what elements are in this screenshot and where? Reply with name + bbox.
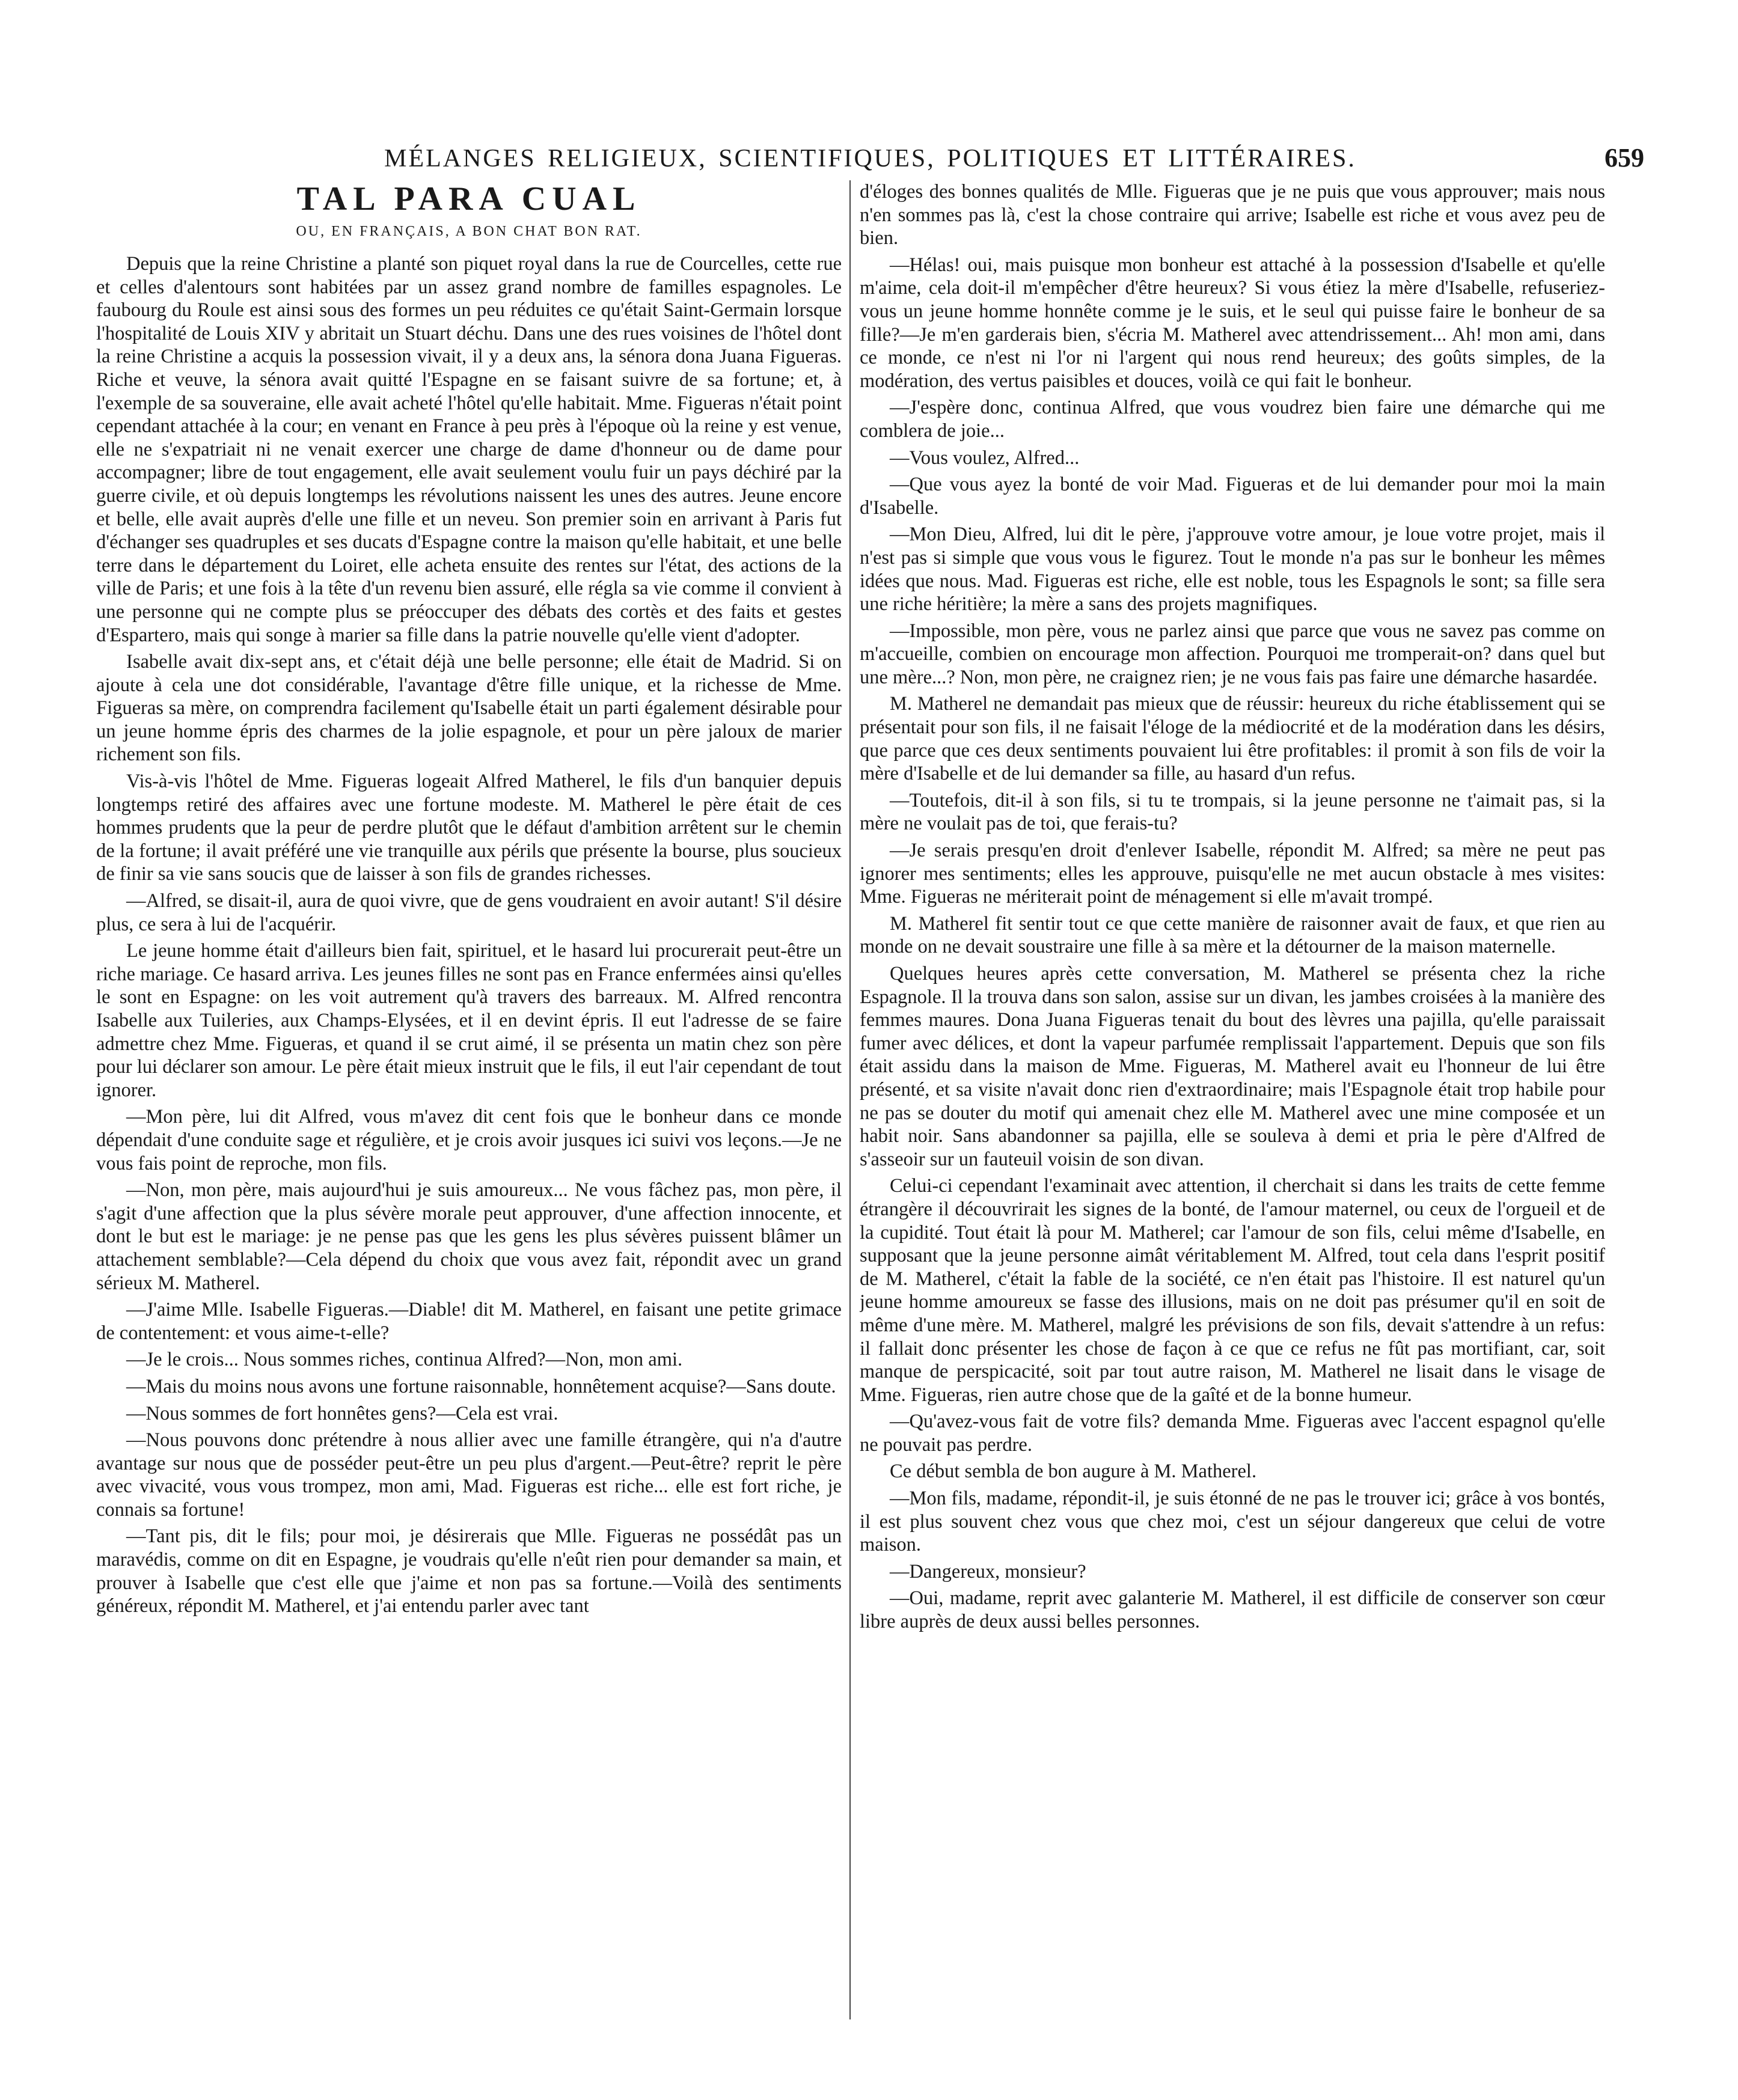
article-title: TAL PARA CUAL	[296, 180, 641, 218]
paragraph: d'éloges des bonnes qualités de Mlle. Figueras que je ne puis que vous approuver; mais nous n'en sommes pas là, c'est la chose contraire qui arrive; Isabelle est riche et vous avez peu de bien.	[860, 181, 1605, 249]
paragraph: M. Matherel ne demandait pas mieux que de réussir: heureux du riche établissement qui se présentait pour son fils, il ne faisait l'éloge de la médiocrité et de la modération dans les désirs, que parce que ces deux sentiments pouvaient lui être profitables: il promit à son fils de voir la mère d'Isabelle et de lui demander sa fille, au hasard d'un refus.	[860, 693, 1605, 785]
paragraph: —Nous sommes de fort honnêtes gens?—Cela est vrai.	[126, 1402, 558, 1424]
paragraph: —Mais du moins nous avons une fortune raisonnable, honnêtement acquise?—Sans doute.	[126, 1375, 836, 1397]
article-subtitle: OU, EN FRANÇAIS, A BON CHAT BON RAT.	[296, 224, 642, 239]
paragraph: —Que vous ayez la bonté de voir Mad. Figueras et de lui demander pour moi la main d'Isabelle.	[860, 474, 1605, 519]
paragraph: —Tant pis, dit le fils; pour moi, je désirerais que Mlle. Figueras ne possédât pas un maravédis, comme on dit en Espagne, je voudrais qu'elle n'eût rien pour demander sa main, et prouver à Isabelle que c'est elle que j'aime et non pas sa fortune.—Voilà des sentiments généreux, répondit M. Matherel, et j'ai entendu parler avec tant	[96, 1525, 842, 1617]
paragraph: —J'espère donc, continua Alfred, que vous voudrez bien faire une démarche qui me comblera de joie...	[860, 397, 1605, 442]
paragraph: —Je le crois... Nous sommes riches, continua Alfred?—Non, mon ami.	[126, 1349, 683, 1371]
paragraph: —Alfred, se disait-il, aura de quoi vivre, que de gens voudraient en avoir autant! S'il désire plus, ce sera à lui de l'acquérir.	[96, 890, 842, 935]
paragraph: —Toutefois, dit-il à son fils, si tu te trompais, si la jeune personne ne t'aimait pas, si la mère ne voulait pas de toi, que ferais-tu?	[860, 789, 1605, 835]
paragraph: —Oui, madame, reprit avec galanterie M. Matherel, il est difficile de conserver son cœur libre auprès de deux aussi belles personnes.	[860, 1587, 1605, 1633]
paragraph: —Qu'avez-vous fait de votre fils? demanda Mme. Figueras avec l'accent espagnol qu'elle ne pouvait pas perdre.	[860, 1411, 1605, 1456]
running-head	[96, 137, 1644, 173]
paragraph: —Nous pouvons donc prétendre à nous allier avec une famille étrangère, qui n'a d'autre avantage sur nous que de posséder peut-être un peu plus d'argent.—Peut-être? reprit le père avec vivacité, vous vous trompez, mon ami, Mad. Figueras est riche... elle est fort riche, je connais sa fortune!	[96, 1429, 842, 1521]
paragraph: —Mon Dieu, Alfred, lui dit le père, j'approuve votre amour, je loue votre projet, mais il n'est pas si simple que vous vous le figurez. Tout le monde n'a pas sur le bonheur les mêmes idées que nous. Mad. Figueras est riche, elle est noble, tous les Espagnols le sont; sa fille sera une riche héritière; la mère a sans des projets magnifiques.	[860, 523, 1605, 615]
paragraph: Vis-à-vis l'hôtel de Mme. Figueras logeait Alfred Matherel, le fils d'un banquier depuis longtemps retiré des affaires avec une fortune modeste. M. Matherel le père était de ces hommes prudents que la peur de perdre plutôt que le défaut d'ambition arrêtent sur le chemin de la fortune; il avait préféré une vie tranquille aux périls que présente la bourse, plus soucieux de finir sa vie sans soucis que de laisser à son fils de grandes richesses.	[96, 771, 842, 885]
paragraph: —Non, mon père, mais aujourd'hui je suis amoureux... Ne vous fâchez pas, mon père, il s'agit d'une affection que la plus sévère morale peut approuver, d'une affection innocente, et dont le but est le mariage: je ne pense pas que les gens les plus sévères puissent blâmer un attachement semblable?—Cela dépend du choix que vous avez fait, répondit avec un grand sérieux M. Matherel.	[96, 1179, 842, 1294]
paragraph: Depuis que la reine Christine a planté son piquet royal dans la rue de Courcelles, cette rue et celles d'alentours sont habitées par un assez grand nombre de familles espagnoles. Le faubourg du Roule est ainsi sous des formes un peu réduites ce qu'était Saint-Germain lorsque l'hospitalité de Louis XIV y abritait un Stuart déchu. Dans une des rues voisines de l'hôtel dont la reine Christine a acquis la possession vivait, il y a deux ans, la sénora dona Juana Figueras. Riche et veuve, la sénora avait quitté l'Espagne en se faisant suivre de sa fortune; et, à l'exemple de sa souveraine, elle avait acheté l'hôtel qu'elle habitait. Mme. Figueras n'était point cependant attachée à la cour; en venant en France à peu près à l'époque où la reine y est venue, elle ne s'expatriait ni ne venait exercer une charge de dame d'honneur ou de dame pour accompagner; libre de tout engagement, elle avait seulement voulu fuir un pays déchiré par la guerre civile, et où depuis longtemps les révolutions naissent les unes des autres. Jeune encore et belle, elle avait auprès d'elle une fille et un neveu. Son premier soin en arrivant à Paris fut d'échanger ses quadruples et ses ducats d'Espagne contre la maison qu'elle habitait, et une belle terre dans le département du Loiret, elle acheta ensuite des rentes sur l'état, des actions de la ville de Paris; et une fois à la tête d'un revenu bien assuré, elle régla sa vie comme il convient à une personne qui ne compte plus se préoccuper des débats des cortès et des faits et gestes d'Espartero, mais qui songe à marier sa fille dans la patrie nouvelle qu'elle vient d'adopter.	[96, 253, 842, 646]
paragraph: —Impossible, mon père, vous ne parlez ainsi que parce que vous ne savez pas comme on m'accueille, combien on encourage mon affection. Pourquoi me tromperait-on? dans quel but une mère...? Non, mon père, ne craignez rien; je ne vous fais pas faire une démarche hasardée.	[860, 620, 1605, 688]
column-divider	[849, 180, 851, 2019]
paragraph: —Hélas! oui, mais puisque mon bonheur est attaché à la possession d'Isabelle et qu'elle m'aime, cela doit-il m'empêcher d'être heureux? Si vous étiez la mère d'Isabelle, refuseriez-vous un jeune homme honnête comme je le suis, et le seul qui puisse faire le bonheur de sa fille?—Je m'en garderais bien, s'écria M. Matherel avec attendrissement... Ah! mon ami, dans ce monde, ce n'est ni l'or ni l'argent qui nous rend heureux; des goûts simples, de la modération, des vertus paisibles et douces, voilà ce qui fait le bonheur.	[860, 254, 1605, 392]
paragraph: —J'aime Mlle. Isabelle Figueras.—Diable! dit M. Matherel, en faisant une petite grimace de contentement: et vous aime-t-elle?	[96, 1299, 842, 1344]
paragraph: —Dangereux, monsieur?	[890, 1560, 1086, 1583]
paragraph: Isabelle avait dix-sept ans, et c'était déjà une belle personne; elle était de Madrid. Si on ajoute à cela une dot considérable, l'avantage d'être fille unique, et la richesse de Mme. Figueras sa mère, on comprendra facilement qu'Isabelle était un parti également désirable pour un jeune homme épris des charmes de la jolie espagnole, et pour un père jaloux de marier richement son fils.	[96, 651, 842, 766]
paragraph: —Mon fils, madame, répondit-il, je suis étonné de ne pas le trouver ici; grâce à vos bontés, il est plus souvent chez vous que chez moi, c'est un séjour dangereux que celui de votre maison.	[860, 1488, 1605, 1556]
left-column	[96, 180, 842, 2019]
paragraph: M. Matherel fit sentir tout ce que cette manière de raisonner avait de faux, et que rien au monde on ne devait soustraire une fille à sa mère et la détourner de la maison maternelle.	[860, 912, 1605, 958]
paragraph: —Je serais presqu'en droit d'enlever Isabelle, répondit M. Alfred; sa mère ne peut pas ignorer mes sentiments; elles les approuve, puisqu'elle ne met aucun obstacle à mes visites: Mme. Figueras ne mériterait point de ménagement si elle m'avait trompé.	[860, 840, 1605, 908]
paragraph: Celui-ci cependant l'examinait avec attention, il cherchait si dans les traits de cette femme étrangère il découvrirait les signes de la bonté, de l'amour maternel, ou ceux de l'orgueil et de la cupidité. Tout était là pour M. Matherel; car l'amour de son fils, celui même d'Isabelle, en supposant que la jeune personne aimât véritablement M. Alfred, tout cela dans l'esprit positif de M. Matherel, c'était la fable de la société, ce n'en était pas l'histoire. Il est naturel qu'un jeune homme amoureux se fasse des illusions, mais on ne doit pas présumer qu'il en soit de même d'une mère. M. Matherel, malgré les prévisions de son fils, devait s'attendre à un refus: il fallait donc présenter les chose de façon à ce que ce refus ne fût pas mortifiant, car, soit manque de perspicacité, soit par tout autre raison, M. Matherel ne lisait dans le visage de Mme. Figueras, rien autre chose que de la gaîté et de la bonne humeur.	[860, 1175, 1605, 1406]
right-column	[860, 180, 1605, 2019]
paragraph: Quelques heures après cette conversation, M. Matherel se présenta chez la riche Espagnole. Il la trouva dans son salon, assise sur un divan, les jambes croisées à la manière des femmes maures. Dona Juana Figueras tenait du bout des lèvres una pajilla, qu'elle paraissait fumer avec délices, et dont la vapeur parfumée remplissait l'appartement. Depuis que son fils était assidu dans la maison de Mme. Figueras, M. Matherel avait eu l'honneur de lui être présenté, et sa visite n'avait donc rien d'extraordinaire; mais l'Espagnole était trop habile pour ne pas se douter du motif qui amenait chez elle M. Matherel avec une mine composée et un habit noir. Sans abandonner sa pajilla, elle se souleva à demi et pria le père d'Alfred de s'asseoir sur un fauteuil voisin de son divan.	[860, 963, 1605, 1170]
paragraph: —Mon père, lui dit Alfred, vous m'avez dit cent fois que le bonheur dans ce monde dépendait d'une conduite sage et régulière, et je crois avoir jusques ici suivi vos leçons.—Je ne vous fais point de reproche, mon fils.	[96, 1106, 842, 1174]
page-number: 659	[1605, 143, 1644, 172]
paragraph: Le jeune homme était d'ailleurs bien fait, spirituel, et le hasard lui procurerait peut-être un riche mariage. Ce hasard arriva. Les jeunes filles ne sont pas en France enfermées ainsi qu'elles le sont en Espagne: on les voit autrement qu'à travers des barreaux. M. Alfred rencontra Isabelle aux Tuileries, aux Champs-Elysées, et il en devint épris. Il eut l'adresse de se faire admettre chez Mme. Figueras, et quand il se crut aimé, il se présenta un matin chez son père pour lui déclarer son amour. Le père était mieux instruit que le fils, il eut l'air cependant de tout ignorer.	[96, 940, 842, 1101]
running-head-title: MÉLANGES RELIGIEUX, SCIENTIFIQUES, POLITIQUES ET LITTÉRAIRES.	[384, 145, 1356, 172]
paragraph: —Vous voulez, Alfred...	[890, 447, 1080, 469]
paragraph: Ce début sembla de bon augure à M. Matherel.	[890, 1461, 1257, 1483]
